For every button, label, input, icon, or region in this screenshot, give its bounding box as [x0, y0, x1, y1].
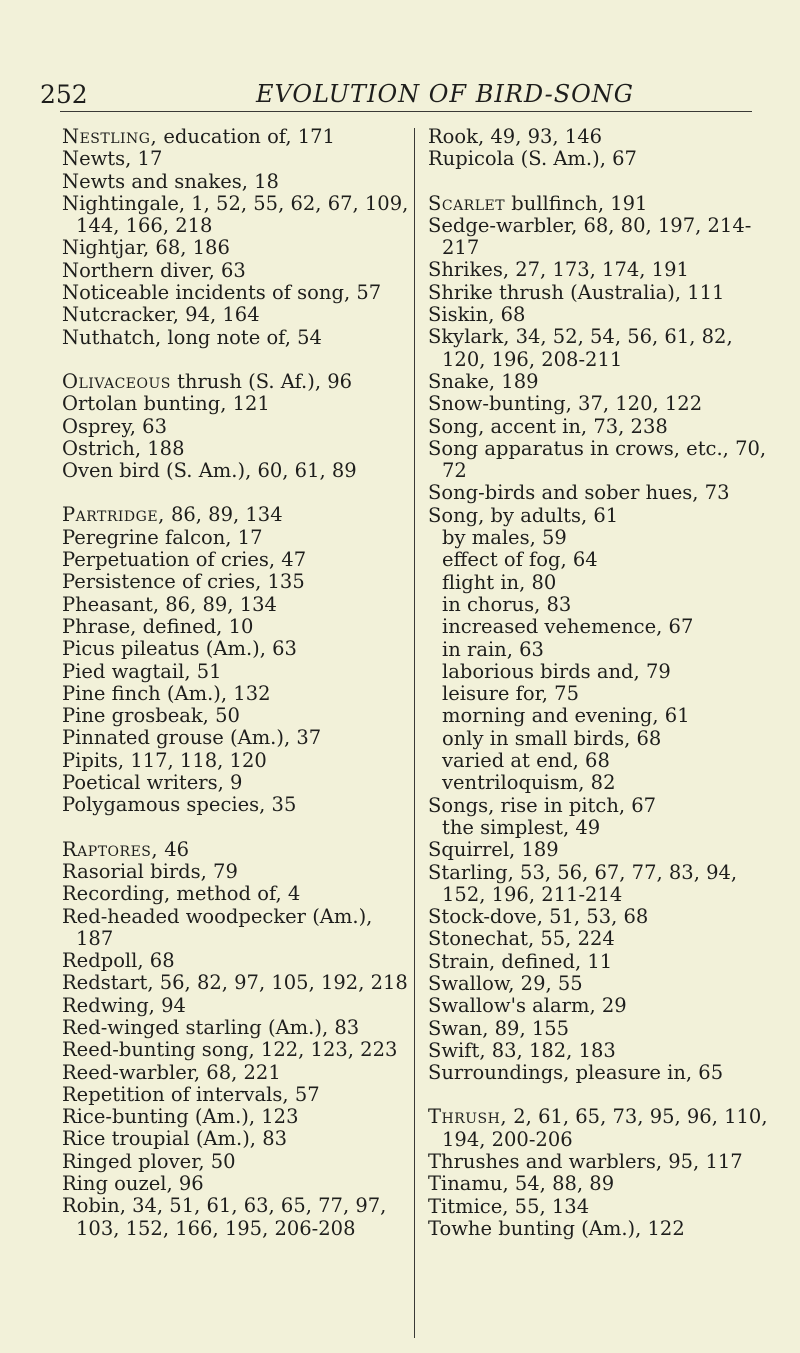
index-entry	[62, 237, 410, 259]
entry-text: Noticeable incidents of song, 57	[62, 281, 382, 305]
index-entry	[428, 1218, 768, 1240]
index-entry	[62, 995, 410, 1017]
index-entry	[62, 883, 410, 905]
entry-text: Red-headed woodpecker (Am.), 187	[62, 904, 373, 950]
section-gap	[428, 171, 768, 193]
index-entry	[62, 861, 410, 883]
entry-text: Rice troupial (Am.), 83	[62, 1127, 288, 1151]
index-subentry	[428, 527, 768, 549]
index-subentry	[428, 772, 768, 794]
section-lead-word: Thrush,	[428, 1105, 508, 1129]
entry-text: 46	[158, 837, 190, 861]
entry-text: Nuthatch, long note of, 54	[62, 325, 322, 349]
entry-text: Pinnated grouse (Am.), 37	[62, 726, 322, 750]
index-entry	[428, 416, 768, 438]
index-subentry	[428, 639, 768, 661]
index-entry	[62, 950, 410, 972]
entry-text: Stonechat, 55, 224	[428, 927, 615, 951]
section-lead-word: Raptores,	[62, 837, 159, 861]
index-entry	[428, 326, 768, 371]
index-subentry	[428, 705, 768, 727]
entry-text: Shrike thrush (Australia), 111	[428, 280, 725, 304]
index-entry	[62, 661, 410, 683]
entry-text: Ortolan bunting, 121	[62, 392, 270, 416]
index-subentry	[428, 728, 768, 750]
entry-text: Pheasant, 86, 89, 134	[62, 592, 277, 616]
index-entry	[62, 549, 410, 571]
entry-text: Repetition of intervals, 57	[62, 1082, 320, 1106]
index-entry	[62, 705, 410, 727]
section-lead-word: Olivaceous	[62, 369, 171, 393]
entry-text: Phrase, defined, 10	[62, 614, 254, 638]
index-entry	[428, 393, 768, 415]
index-entry	[62, 1151, 410, 1173]
index-entry	[62, 1106, 410, 1128]
entry-text: Squirrel, 189	[428, 838, 559, 862]
index-subentry	[428, 817, 768, 839]
entry-text: morning and evening, 61	[442, 704, 690, 728]
index-entry	[62, 1017, 410, 1039]
entry-text: Nightingale, 1, 52, 55, 62, 67, 109, 144, 166, 218	[62, 191, 409, 238]
entry-text: Snake, 189	[428, 369, 539, 393]
index-entry	[62, 371, 410, 393]
entry-text: Surroundings, pleasure in, 65	[428, 1061, 724, 1085]
index-entry	[62, 460, 410, 482]
entry-text: Ringed plover, 50	[62, 1149, 236, 1173]
index-entry	[428, 1151, 768, 1173]
entry-text: Siskin, 68	[428, 303, 526, 327]
entry-text: flight in, 80	[442, 570, 557, 594]
index-subentry	[428, 594, 768, 616]
entry-text: bullfinch, 191	[505, 191, 648, 215]
entry-text: effect of fog, 64	[442, 548, 598, 572]
entry-text: Snow-bunting, 37, 120, 122	[428, 392, 703, 416]
entry-text: varied at end, 68	[442, 749, 610, 773]
entry-text: Sedge-warbler, 68, 80, 197, 214-217	[428, 213, 752, 260]
entry-text: Songs, rise in pitch, 67	[428, 793, 657, 817]
entry-text: Robin, 34, 51, 61, 63, 65, 77, 97, 103, 152, 166, 195, 206-208	[62, 1194, 387, 1240]
entry-text: Pine grosbeak, 50	[62, 704, 240, 728]
entry-text: Reed-bunting song, 122, 123, 223	[62, 1038, 398, 1062]
index-entry	[62, 638, 410, 660]
entry-text: laborious birds and, 79	[442, 659, 671, 683]
index-entry	[428, 1062, 768, 1084]
index-entry	[428, 862, 768, 907]
entry-text: Newts, 17	[62, 147, 163, 171]
entry-text: Song apparatus in crows, etc., 70, 72	[428, 436, 767, 483]
index-entry	[62, 282, 410, 304]
index-entry	[62, 126, 410, 148]
index-entry	[62, 393, 410, 415]
section-gap	[62, 349, 410, 371]
index-entry	[62, 171, 410, 193]
index-entry	[428, 951, 768, 973]
index-subentry	[428, 683, 768, 705]
entry-text: 86, 89, 134	[164, 503, 283, 527]
column-divider	[414, 128, 415, 1338]
index-entry	[62, 504, 410, 526]
entry-text: Pipits, 117, 118, 120	[62, 748, 267, 772]
index-entry	[62, 794, 410, 816]
entry-text: Ostrich, 188	[62, 436, 185, 460]
index-subentry	[428, 572, 768, 594]
index-entry	[428, 282, 768, 304]
index-entry	[62, 1128, 410, 1150]
index-entry	[428, 906, 768, 928]
entry-text: Song, by adults, 61	[428, 503, 619, 527]
entry-text: Recording, method of, 4	[62, 882, 301, 906]
entry-text: Starling, 53, 56, 67, 77, 83, 94, 152, 196, 211-214	[428, 860, 738, 906]
entry-text: Rice-bunting (Am.), 123	[62, 1105, 299, 1129]
index-entry	[62, 906, 410, 951]
section-gap	[62, 482, 410, 504]
index-entry	[62, 1062, 410, 1084]
index-entry	[62, 571, 410, 593]
entry-text: Persistence of cries, 135	[62, 570, 305, 594]
index-entry	[428, 839, 768, 861]
section-lead-word: Partridge,	[62, 503, 165, 527]
entry-text: Song, accent in, 73, 238	[428, 414, 668, 438]
entry-text: Shrikes, 27, 173, 174, 191	[428, 258, 689, 282]
index-entry	[62, 683, 410, 705]
entry-text: Rasorial birds, 79	[62, 859, 238, 883]
index-entry	[428, 928, 768, 950]
entry-text: Swallow, 29, 55	[428, 971, 583, 995]
entry-text: Redstart, 56, 82, 97, 105, 192, 218	[62, 971, 408, 995]
index-subentry	[428, 661, 768, 683]
index-entry	[62, 1039, 410, 1061]
index-entry	[62, 260, 410, 282]
index-entry	[62, 750, 410, 772]
index-entry	[62, 327, 410, 349]
index-entry	[428, 371, 768, 393]
index-entry	[428, 973, 768, 995]
section-gap	[62, 817, 410, 839]
index-entry	[62, 616, 410, 638]
entry-text: increased vehemence, 67	[442, 615, 694, 639]
index-entry	[428, 1018, 768, 1040]
entry-text: Northern diver, 63	[62, 258, 246, 282]
entry-text: 2, 61, 65, 73, 95, 96, 110, 194, 200-206	[442, 1105, 768, 1151]
index-entry	[428, 482, 768, 504]
entry-text: Nutcracker, 94, 164	[62, 303, 260, 327]
section-gap	[428, 1084, 768, 1106]
entry-text: education of, 171	[157, 125, 335, 148]
entry-text: Rook, 49, 93, 146	[428, 125, 603, 148]
index-column-left	[62, 126, 410, 1240]
entry-text: Swan, 89, 155	[428, 1016, 570, 1040]
index-entry	[428, 193, 768, 215]
entry-text: Newts and snakes, 18	[62, 169, 279, 193]
index-entry	[428, 1106, 768, 1151]
index-entry	[62, 839, 410, 861]
index-entry	[428, 1040, 768, 1062]
entry-text: Perpetuation of cries, 47	[62, 548, 307, 572]
entry-text: in rain, 63	[442, 637, 544, 661]
index-entry	[428, 1173, 768, 1195]
entry-text: by males, 59	[442, 526, 567, 550]
index-entry	[62, 772, 410, 794]
index-entry	[62, 1173, 410, 1195]
index-entry	[62, 1084, 410, 1106]
index-entry	[62, 594, 410, 616]
index-entry	[62, 148, 410, 170]
entry-text: Strain, defined, 11	[428, 949, 613, 973]
entry-text: only in small birds, 68	[442, 726, 662, 750]
entry-text: Titmice, 55, 134	[428, 1194, 590, 1218]
entry-text: the simplest, 49	[442, 815, 601, 839]
index-entry	[428, 1196, 768, 1218]
entry-text: Ring ouzel, 96	[62, 1172, 204, 1196]
entry-text: Oven bird (S. Am.), 60, 61, 89	[62, 459, 357, 483]
entry-text: Towhe bunting (Am.), 122	[428, 1216, 685, 1240]
index-entry	[428, 995, 768, 1017]
index-entry	[428, 126, 768, 148]
entry-text: Tinamu, 54, 88, 89	[428, 1172, 615, 1196]
index-column-right	[428, 126, 768, 1240]
entry-text: Peregrine falcon, 17	[62, 525, 263, 549]
entry-text: Reed-warbler, 68, 221	[62, 1060, 281, 1084]
entry-text: in chorus, 83	[442, 592, 572, 616]
entry-text: Pied wagtail, 51	[62, 659, 222, 683]
entry-text: Thrushes and warblers, 95, 117	[428, 1150, 743, 1174]
entry-text: Redwing, 94	[62, 993, 186, 1017]
entry-text: Picus pileatus (Am.), 63	[62, 637, 297, 661]
entry-text: Osprey, 63	[62, 414, 167, 438]
entry-text: Swallow's alarm, 29	[428, 994, 627, 1018]
entry-text: Pine finch (Am.), 132	[62, 681, 271, 705]
index-entry	[428, 259, 768, 281]
index-entry	[62, 304, 410, 326]
index-entry	[428, 795, 768, 817]
entry-text: Nightjar, 68, 186	[62, 236, 230, 260]
index-entry	[62, 193, 410, 238]
index-entry	[62, 1195, 410, 1240]
index-entry	[428, 505, 768, 527]
index-entry	[428, 304, 768, 326]
entry-text: Rupicola (S. Am.), 67	[428, 147, 637, 171]
index-entry	[428, 215, 768, 260]
index-subentry	[428, 616, 768, 638]
index-entry	[62, 972, 410, 994]
entry-text: Redpoll, 68	[62, 949, 175, 973]
entry-text: Polygamous species, 35	[62, 793, 297, 817]
page-number: 252	[40, 80, 88, 109]
section-lead-word: Scarlet	[428, 191, 506, 215]
index-entry	[428, 148, 768, 170]
index-subentry	[428, 549, 768, 571]
index-entry	[62, 527, 410, 549]
entry-text: Red-winged starling (Am.), 83	[62, 1015, 360, 1039]
page-header	[0, 80, 800, 110]
entry-text: Swift, 83, 182, 183	[428, 1038, 616, 1062]
index-entry	[62, 438, 410, 460]
entry-text: leisure for, 75	[442, 682, 579, 706]
header-rule	[60, 111, 752, 112]
index-entry	[62, 416, 410, 438]
running-title: EVOLUTION OF BIRD-SONG	[256, 80, 634, 108]
index-entry	[428, 438, 768, 483]
entry-text: Poetical writers, 9	[62, 771, 243, 795]
entry-text: ventriloquism, 82	[442, 771, 616, 795]
entry-text: thrush (S. Af.), 96	[170, 369, 353, 393]
section-lead-word: Nestling,	[62, 125, 158, 148]
entry-text: Stock-dove, 51, 53, 68	[428, 905, 649, 929]
entry-text: Skylark, 34, 52, 54, 56, 61, 82, 120, 196, 208-211	[428, 325, 733, 371]
index-entry	[62, 727, 410, 749]
entry-text: Song-birds and sober hues, 73	[428, 481, 730, 505]
index-subentry	[428, 750, 768, 772]
